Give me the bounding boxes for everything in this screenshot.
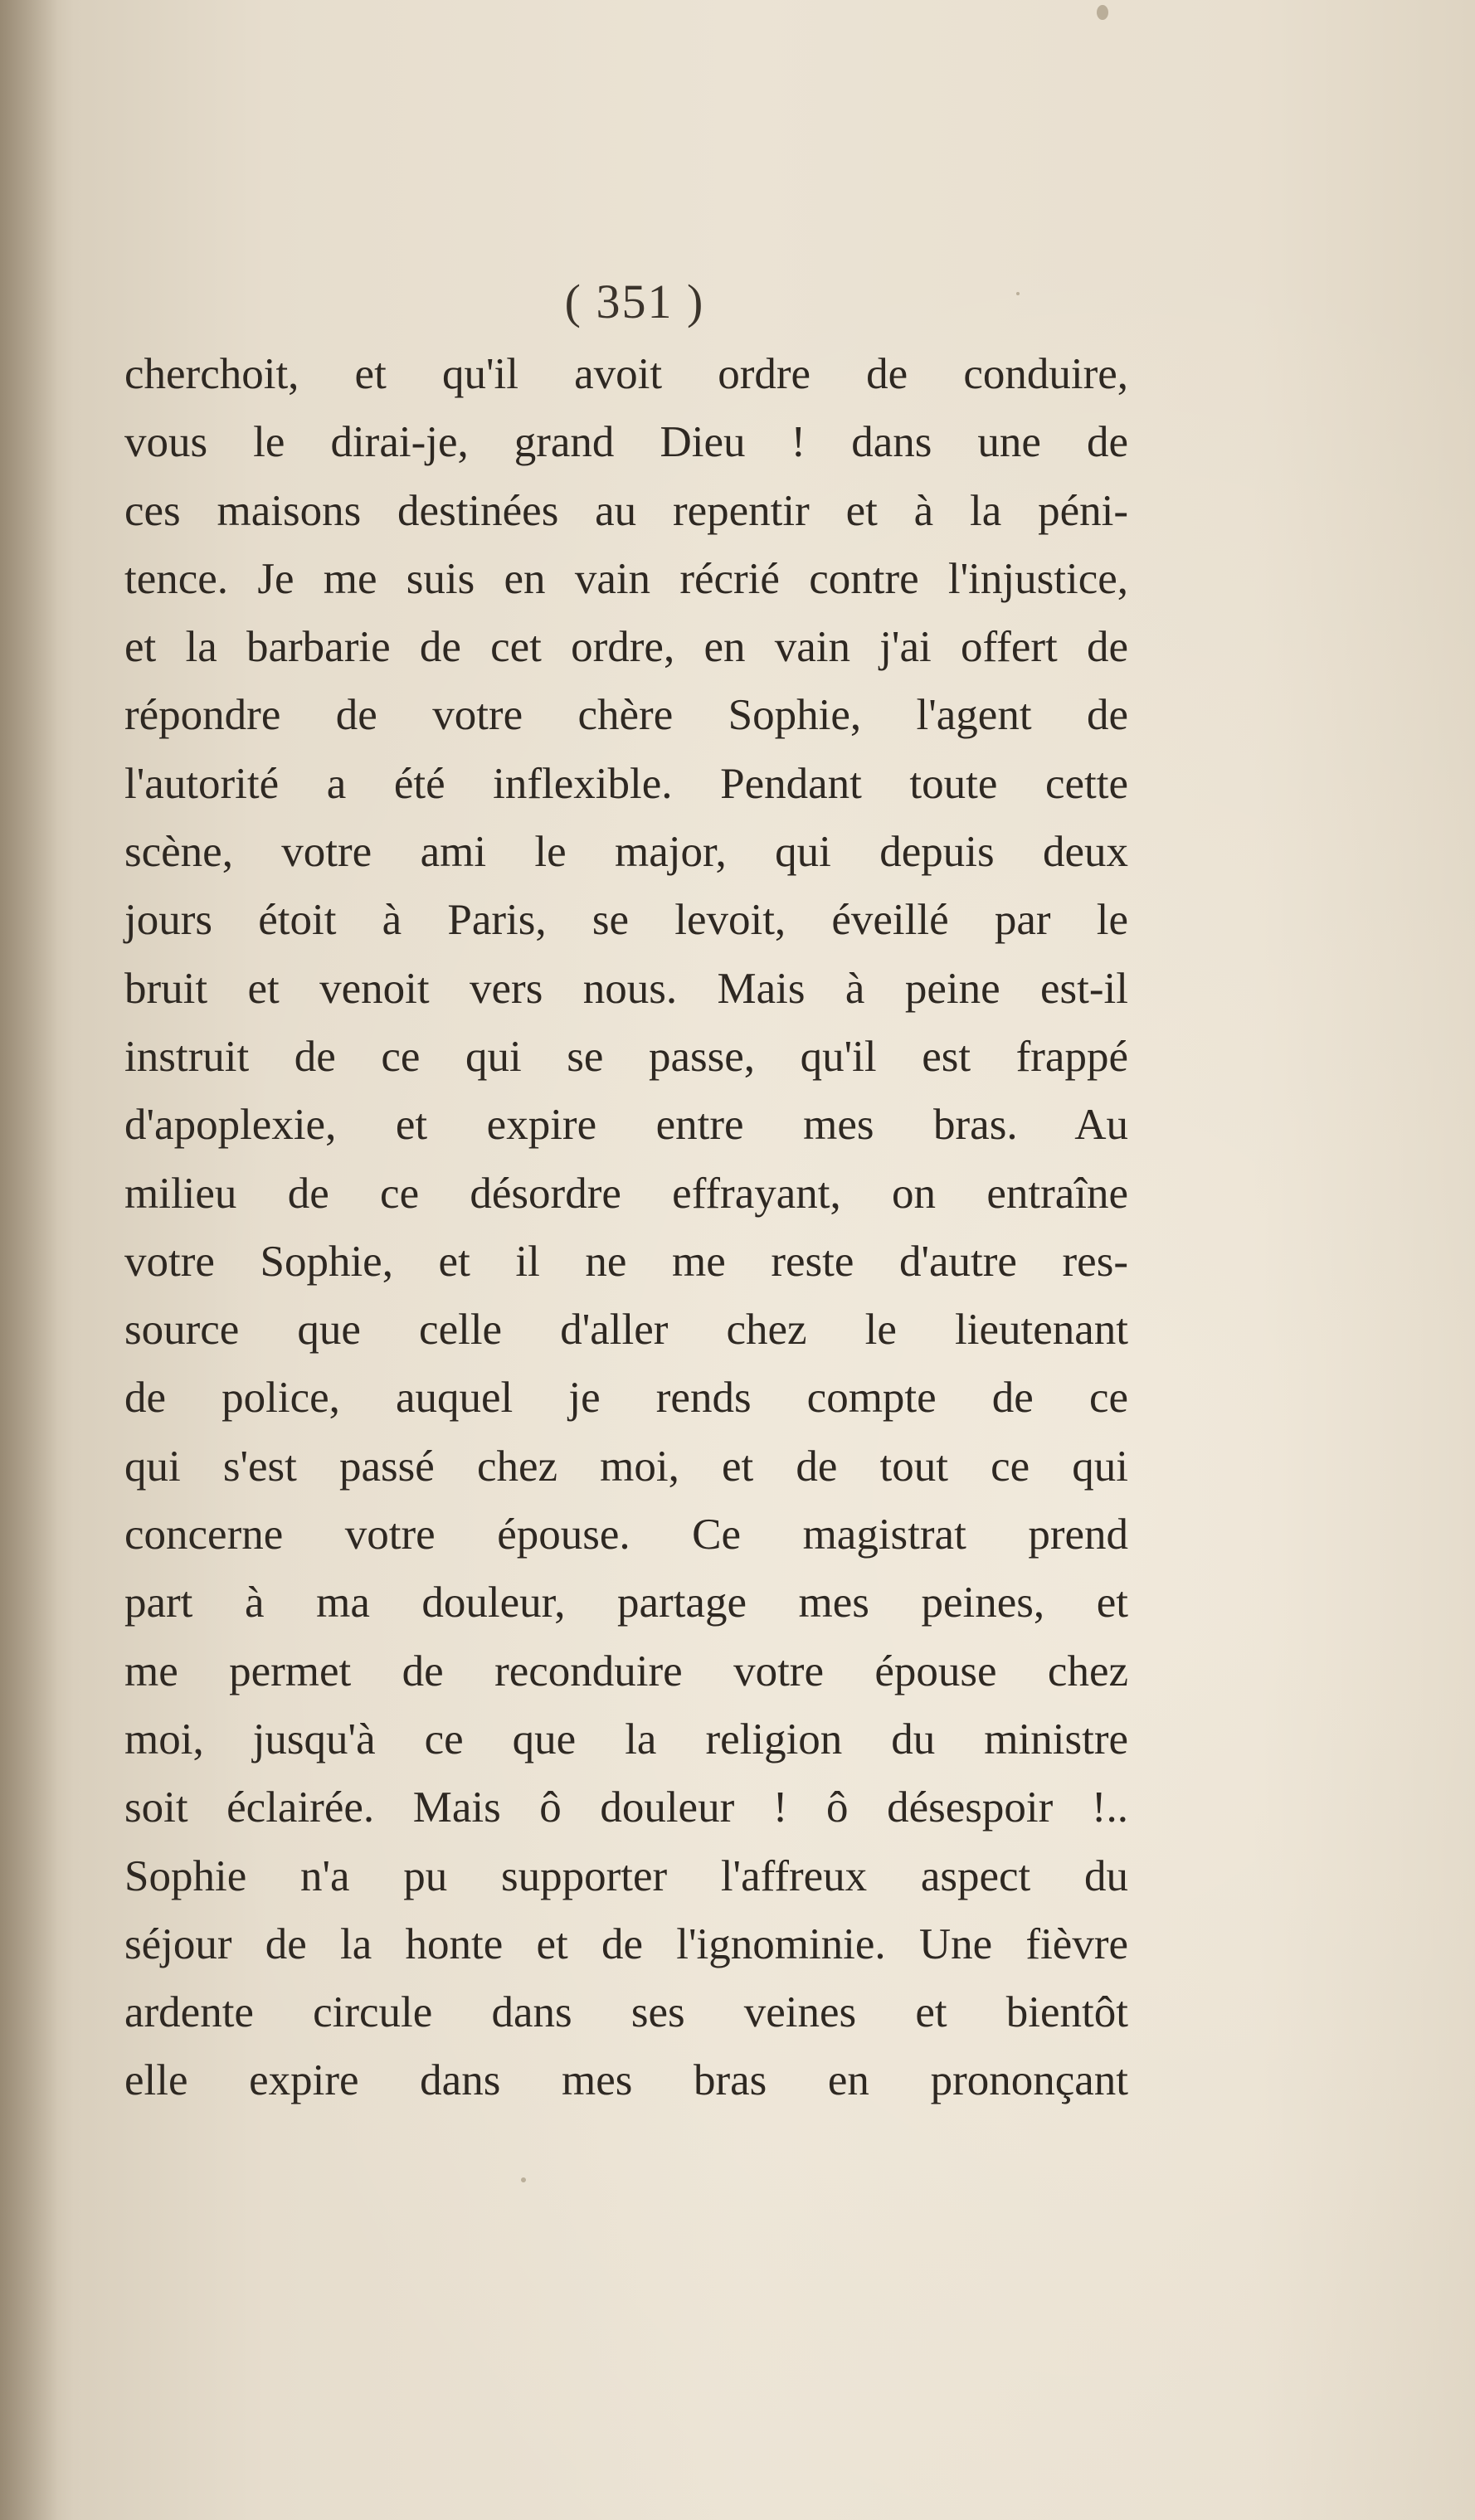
text-line: répondre de votre chère Sophie, l'agent de (124, 691, 1128, 740)
text-line: qui s'est passé chez moi, et de tout ce qui (124, 1442, 1128, 1491)
text-line: milieu de ce désordre effrayant, on entraîne (124, 1169, 1128, 1218)
text-line: jours étoit à Paris, se levoit, éveillé par le (124, 896, 1128, 945)
text-line: instruit de ce qui se passe, qu'il est frappé (124, 1032, 1128, 1081)
text-line: Sophie n'a pu supporter l'affreux aspect du (124, 1851, 1128, 1900)
text-line: d'apoplexie, et expire entre mes bras. Au (124, 1101, 1128, 1150)
text-line: moi, jusqu'à ce que la religion du ministre (124, 1715, 1128, 1764)
text-line: votre Sophie, et il ne me reste d'autre res- (124, 1237, 1128, 1286)
text-line: source que celle d'aller chez le lieutenant (124, 1306, 1128, 1355)
text-line: tence. Je me suis en vain récrié contre l'injustice, (124, 554, 1128, 603)
text-line: séjour de la honte et de l'ignominie. Une fièvre (124, 1919, 1128, 1968)
text-line: vous le dirai-je, grand Dieu ! dans une de (124, 418, 1128, 467)
text-line: concerne votre épouse. Ce magistrat prend (124, 1511, 1128, 1559)
text-line: ardente circule dans ses veines et bientôt (124, 1988, 1128, 2037)
paper-speck (521, 2177, 526, 2182)
text-line: me permet de reconduire votre épouse chez (124, 1647, 1128, 1695)
text-line: l'autorité a été inflexible. Pendant toute cette (124, 759, 1128, 808)
text-line: de police, auquel je rends compte de ce (124, 1374, 1128, 1423)
page-gutter-shadow (0, 0, 58, 2520)
text-line: bruit et venoit vers nous. Mais à peine est-il (124, 964, 1128, 1013)
text-line: scène, votre ami le major, qui depuis deux (124, 828, 1128, 877)
text-line: elle expire dans mes bras en prononçant (124, 2056, 1128, 2105)
text-line: et la barbarie de cet ordre, en vain j'ai offert de (124, 623, 1128, 672)
text-line: part à ma douleur, partage mes peines, et (124, 1579, 1128, 1627)
paper-speck (1097, 5, 1108, 20)
body-text (124, 340, 1128, 2115)
text-line: cherchoit, et qu'il avoit ordre de conduire, (124, 350, 1128, 398)
text-line: ces maisons destinées au repentir et à la péni- (124, 486, 1128, 535)
page-number: ( 351 ) (564, 275, 705, 328)
text-line: soit éclairée. Mais ô douleur ! ô désespoir !.. (124, 1783, 1128, 1832)
